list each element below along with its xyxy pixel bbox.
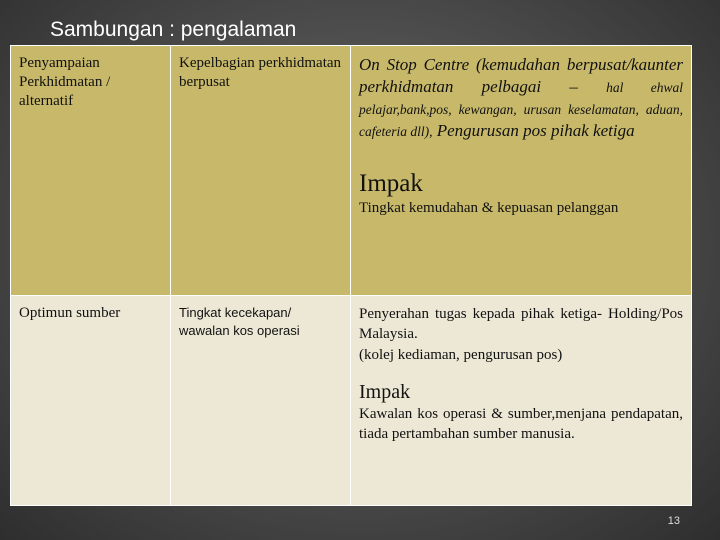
row1-objective: Kepelbagian perkhidmatan berpusat <box>171 46 351 296</box>
row1-tail-text: Pengurusan pos pihak ketiga <box>436 121 635 141</box>
row1-impak-text: Tingkat kemudahan & kepuasan pelanggan <box>359 200 619 217</box>
table-row <box>11 296 692 506</box>
row2-impak-text: Kawalan kos operasi & sumber,menjana pendapatan, tiada pertambahan sumber manusia. <box>359 405 683 442</box>
row2-objective-text: Tingkat kecekapan/ wawalan kos operasi <box>179 305 300 338</box>
row2-impak-label: Impak <box>359 380 411 403</box>
row1-detail-text: hal ehwal pelajar,bank,pos, kewangan, urusan keselamatan, aduan, cafeteria dll), <box>359 80 684 140</box>
slide-title: Sambungan : pengalaman <box>50 18 297 41</box>
row2-sub-text: (kolej kediaman, pengurusan pos) <box>359 346 563 363</box>
content-table <box>10 45 692 506</box>
row1-main-text: On Stop Centre (kemudahan berpusat/kaunter perkhidmatan pelbagai – hal ehwal pelajar,bank,pos, kewangan, urusan keselamatan, aduan, cafeteria dll), Pengurusan pos pihak ketiga <box>359 55 684 141</box>
row2-category: Optimun sumber <box>11 296 171 506</box>
table-row <box>11 46 692 296</box>
row2-main-text: Penyerahan tugas kepada pihak ketiga- Holding/Pos Malaysia. <box>359 306 683 343</box>
row1-description <box>351 46 692 296</box>
row1-category: Penyampaian Perkhidmatan / alternatif <box>11 46 171 296</box>
row2-description <box>351 296 692 506</box>
row2-objective <box>171 296 351 506</box>
row1-impak-label: Impak <box>359 170 423 198</box>
page-number: 13 <box>667 515 680 527</box>
